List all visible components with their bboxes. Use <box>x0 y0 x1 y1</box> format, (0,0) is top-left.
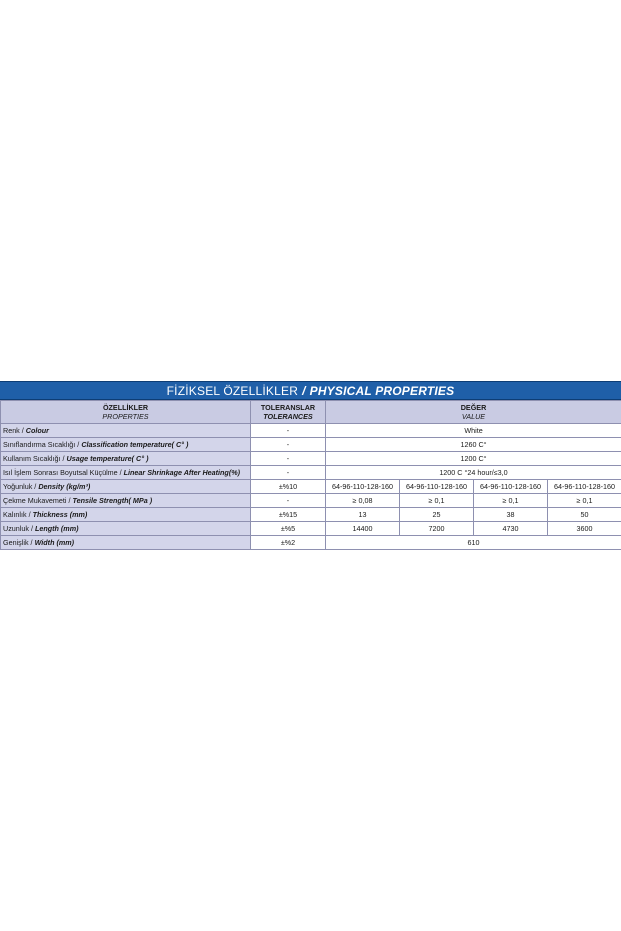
value-cell: 1200 C °24 hour/≤3,0 <box>326 466 621 480</box>
property-name-en: Linear Shrinkage After Heating(%) <box>123 468 240 477</box>
property-name-en: Length (mm) <box>34 524 79 533</box>
value-cell: 610 <box>326 536 621 550</box>
property-cell <box>1 536 251 550</box>
property-name-en: Usage temperature( C° ) <box>66 454 149 463</box>
property-name-tr: Çekme Mukavemeti / <box>3 496 73 505</box>
table-title-bar <box>0 381 621 400</box>
value-cell: ≥ 0,1 <box>400 494 474 508</box>
property-cell <box>1 508 251 522</box>
title-separator: / <box>302 383 306 398</box>
header-properties-en: PROPERTIES <box>102 412 149 421</box>
table-row <box>1 424 621 438</box>
title-english: PHYSICAL PROPERTIES <box>309 383 455 398</box>
value-cell: ≥ 0,1 <box>474 494 548 508</box>
header-value-en: VALUE <box>461 412 486 421</box>
table-row <box>1 480 621 494</box>
value-cell: 7200 <box>400 522 474 536</box>
header-properties <box>1 401 251 424</box>
tolerance-cell: ±%10 <box>251 480 326 494</box>
property-cell <box>1 466 251 480</box>
header-value <box>326 401 621 424</box>
property-name-tr: Sınıflandırma Sıcaklığı / <box>3 440 82 449</box>
tolerance-cell: - <box>251 424 326 438</box>
tolerance-cell: ±%5 <box>251 522 326 536</box>
property-cell <box>1 424 251 438</box>
property-name-en: Tensile Strength( MPa ) <box>72 496 153 505</box>
tolerance-cell: - <box>251 452 326 466</box>
tolerance-cell: - <box>251 438 326 452</box>
header-properties-tr: ÖZELLİKLER <box>102 403 149 412</box>
value-cell: 14400 <box>326 522 400 536</box>
value-cell: 64-96-110-128-160 <box>474 480 548 494</box>
value-cell: 1200 C° <box>326 452 621 466</box>
property-cell <box>1 494 251 508</box>
property-name-tr: Genişlik / <box>3 538 35 547</box>
property-name-tr: Isıl İşlem Sonrası Boyutsal Küçülme / <box>3 468 124 477</box>
physical-properties-sheet <box>0 381 621 550</box>
title-turkish: FİZİKSEL ÖZELLİKLER <box>166 383 299 398</box>
value-cell: ≥ 0,08 <box>326 494 400 508</box>
value-cell: 64-96-110-128-160 <box>400 480 474 494</box>
property-name-en: Classification temperature( C° ) <box>81 440 189 449</box>
header-tolerances <box>251 401 326 424</box>
value-cell: White <box>326 424 621 438</box>
property-name-tr: Renk / <box>3 426 26 435</box>
property-cell <box>1 522 251 536</box>
value-cell: 38 <box>474 508 548 522</box>
property-name-tr: Uzunluk / <box>3 524 35 533</box>
value-cell: 3600 <box>548 522 621 536</box>
property-name-tr: Kalınlık / <box>3 510 33 519</box>
table-row <box>1 494 621 508</box>
table-row <box>1 508 621 522</box>
header-value-tr: DEĞER <box>460 403 487 412</box>
value-cell: ≥ 0,1 <box>548 494 621 508</box>
header-tolerances-tr: TOLERANSLAR <box>260 403 316 412</box>
value-cell: 13 <box>326 508 400 522</box>
value-cell: 64-96-110-128-160 <box>548 480 621 494</box>
table-row <box>1 536 621 550</box>
value-cell: 25 <box>400 508 474 522</box>
property-name-en: Density (kg/m³) <box>38 482 91 491</box>
header-tolerances-en: TOLERANCES <box>263 412 313 421</box>
tolerance-cell: ±%15 <box>251 508 326 522</box>
property-name-en: Colour <box>25 426 49 435</box>
table-row <box>1 452 621 466</box>
tolerance-cell: ±%2 <box>251 536 326 550</box>
table-header-row <box>1 401 621 424</box>
property-cell <box>1 438 251 452</box>
property-name-tr: Kullanım Sıcaklığı / <box>3 454 67 463</box>
property-name-tr: Yoğunluk / <box>3 482 39 491</box>
property-cell <box>1 480 251 494</box>
property-name-en: Width (mm) <box>34 538 75 547</box>
property-name-en: Thickness (mm) <box>32 510 88 519</box>
value-cell: 1260 C° <box>326 438 621 452</box>
properties-table <box>0 400 621 550</box>
value-cell: 64-96-110-128-160 <box>326 480 400 494</box>
value-cell: 50 <box>548 508 621 522</box>
property-cell <box>1 452 251 466</box>
tolerance-cell: - <box>251 494 326 508</box>
value-cell: 4730 <box>474 522 548 536</box>
tolerance-cell: - <box>251 466 326 480</box>
table-row <box>1 438 621 452</box>
table-row <box>1 466 621 480</box>
table-row <box>1 522 621 536</box>
